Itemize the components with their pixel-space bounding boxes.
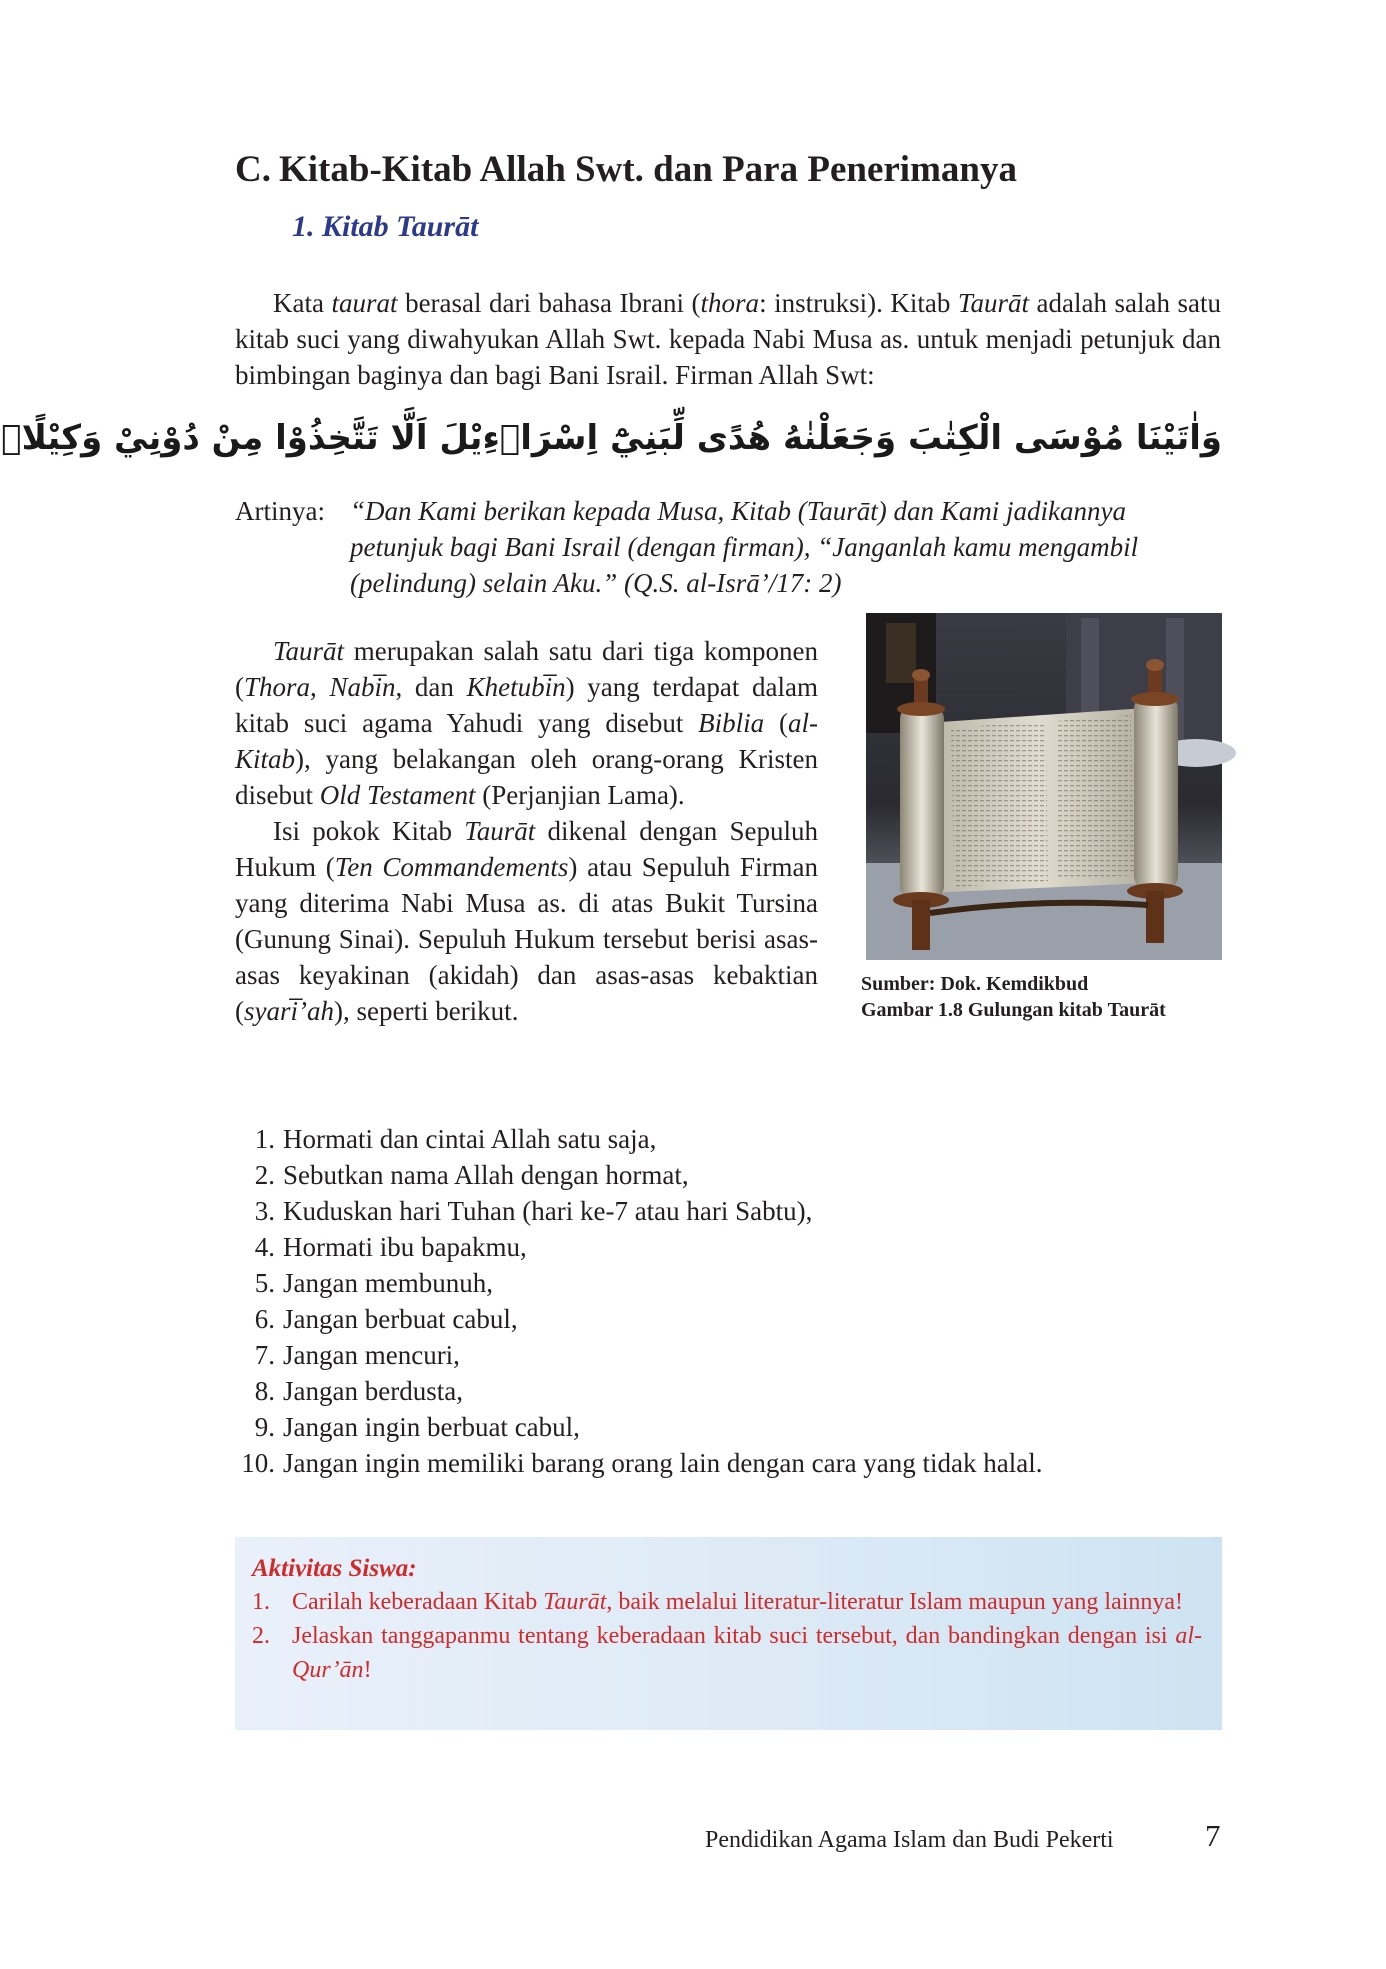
body-column	[235, 633, 818, 1029]
subsection-title: Kitab Taurāt	[322, 210, 479, 243]
ten-commandments-paragraph: Isi pokok Kitab Taurāt dikenal dengan Sepuluh Hukum (Ten Commandements) atau Sepuluh Firman yang diterima Nabi Musa as. di atas Bukit Tursina (Gunung Sinai). Sepuluh Hukum tersebut berisi asas-asas keyakinan (akidah) dan asas-asas kebaktian (syari̅’ah), seperti berikut.	[235, 816, 818, 1026]
student-activity-box	[235, 1537, 1222, 1730]
translation-text: “Dan Kami berikan kepada Musa, Kitab (Taurāt) dan Kami jadikannya petunjuk bagi Bani Israil (dengan firman), “Janganlah kamu mengambil (pelindung) selain Aku.” (Q.S. al-Isrā’/17: 2)	[350, 496, 1139, 598]
list-item: 5. Jangan membunuh,	[254, 1268, 493, 1298]
activity-item: 2. Jelaskan tanggapanmu tentang keberadaan kitab suci tersebut, dan bandingkan dengan isi al-Qur’ān!	[252, 1623, 1202, 1683]
translation-label: Artinya:	[235, 496, 325, 526]
page-number: 7	[1205, 1818, 1221, 1853]
list-item: 8. Jangan berdusta,	[254, 1376, 463, 1406]
subsection-number: 1.	[292, 210, 315, 243]
torah-components-paragraph: Taurāt merupakan salah satu dari tiga komponen (Thora, Nabi̅n, dan Khetubi̅n) yang terdapat dalam kitab suci agama Yahudi yang disebut Biblia (al-Kitab), yang belakangan oleh orang-orang Kristen disebut Old Testament (Perjanjian Lama).	[235, 636, 819, 810]
list-item: 1. Hormati dan cintai Allah satu saja,	[254, 1124, 657, 1154]
section-heading	[235, 148, 1017, 191]
list-item: 6. Jangan berbuat cabul,	[254, 1304, 518, 1334]
figure-title: Gambar 1.8 Gulungan kitab Taurāt	[861, 999, 1166, 1021]
ten-commandments-list	[235, 1121, 1235, 1481]
activity-title: Aktivitas Siswa:	[252, 1555, 417, 1582]
figure-caption	[861, 971, 1166, 1023]
figure-source: Sumber: Dok. Kemdikbud	[861, 973, 1089, 995]
list-item: 7. Jangan mencuri,	[254, 1340, 460, 1370]
section-number: C.	[235, 149, 271, 190]
intro-paragraph: Kata taurat berasal dari bahasa Ibrani (thora: instruksi). Kitab Taurāt adalah salah satu kitab suci yang diwahyukan Allah Swt. kepada Nabi Musa as. untuk menjadi petunjuk dan bimbingan baginya dan bagi Bani Israil. Firman Allah Swt:	[235, 288, 1221, 390]
subsection-heading	[292, 210, 478, 244]
list-item: 2. Sebutkan nama Allah dengan hormat,	[254, 1160, 689, 1190]
torah-scroll-illustration	[866, 613, 1222, 960]
arabic-verse-text: وَاٰتَيْنَا مُوْسَى الْكِتٰبَ وَجَعَلْنٰهُ هُدًى لِّبَنِيْٓ اِسْرَاۤءِيْلَ اَلَّا تَتَّخِذُوْا مِنْ دُوْنِيْ وَكِيْلًاۗ	[1, 418, 1222, 458]
footer-book-title: Pendidikan Agama Islam dan Budi Pekerti	[705, 1827, 1114, 1853]
list-item: 10. Jangan ingin memiliki barang orang lain dengan cara yang tidak halal.	[241, 1448, 1043, 1478]
list-item: 3. Kuduskan hari Tuhan (hari ke-7 atau hari Sabtu),	[254, 1196, 813, 1226]
section-title: Kitab-Kitab Allah Swt. dan Para Penerimanya	[279, 149, 1017, 190]
torah-scroll-photo	[866, 613, 1222, 960]
activity-list	[252, 1585, 1202, 1687]
list-item: 4. Hormati ibu bapakmu,	[254, 1232, 527, 1262]
quran-verse-arabic	[1, 405, 1222, 471]
list-item: 9. Jangan ingin berbuat cabul,	[254, 1412, 580, 1442]
activity-item: 1. Carilah keberadaan Kitab Taurāt, baik melalui literatur-literatur Islam maupun yang lainnya!	[252, 1589, 1184, 1615]
